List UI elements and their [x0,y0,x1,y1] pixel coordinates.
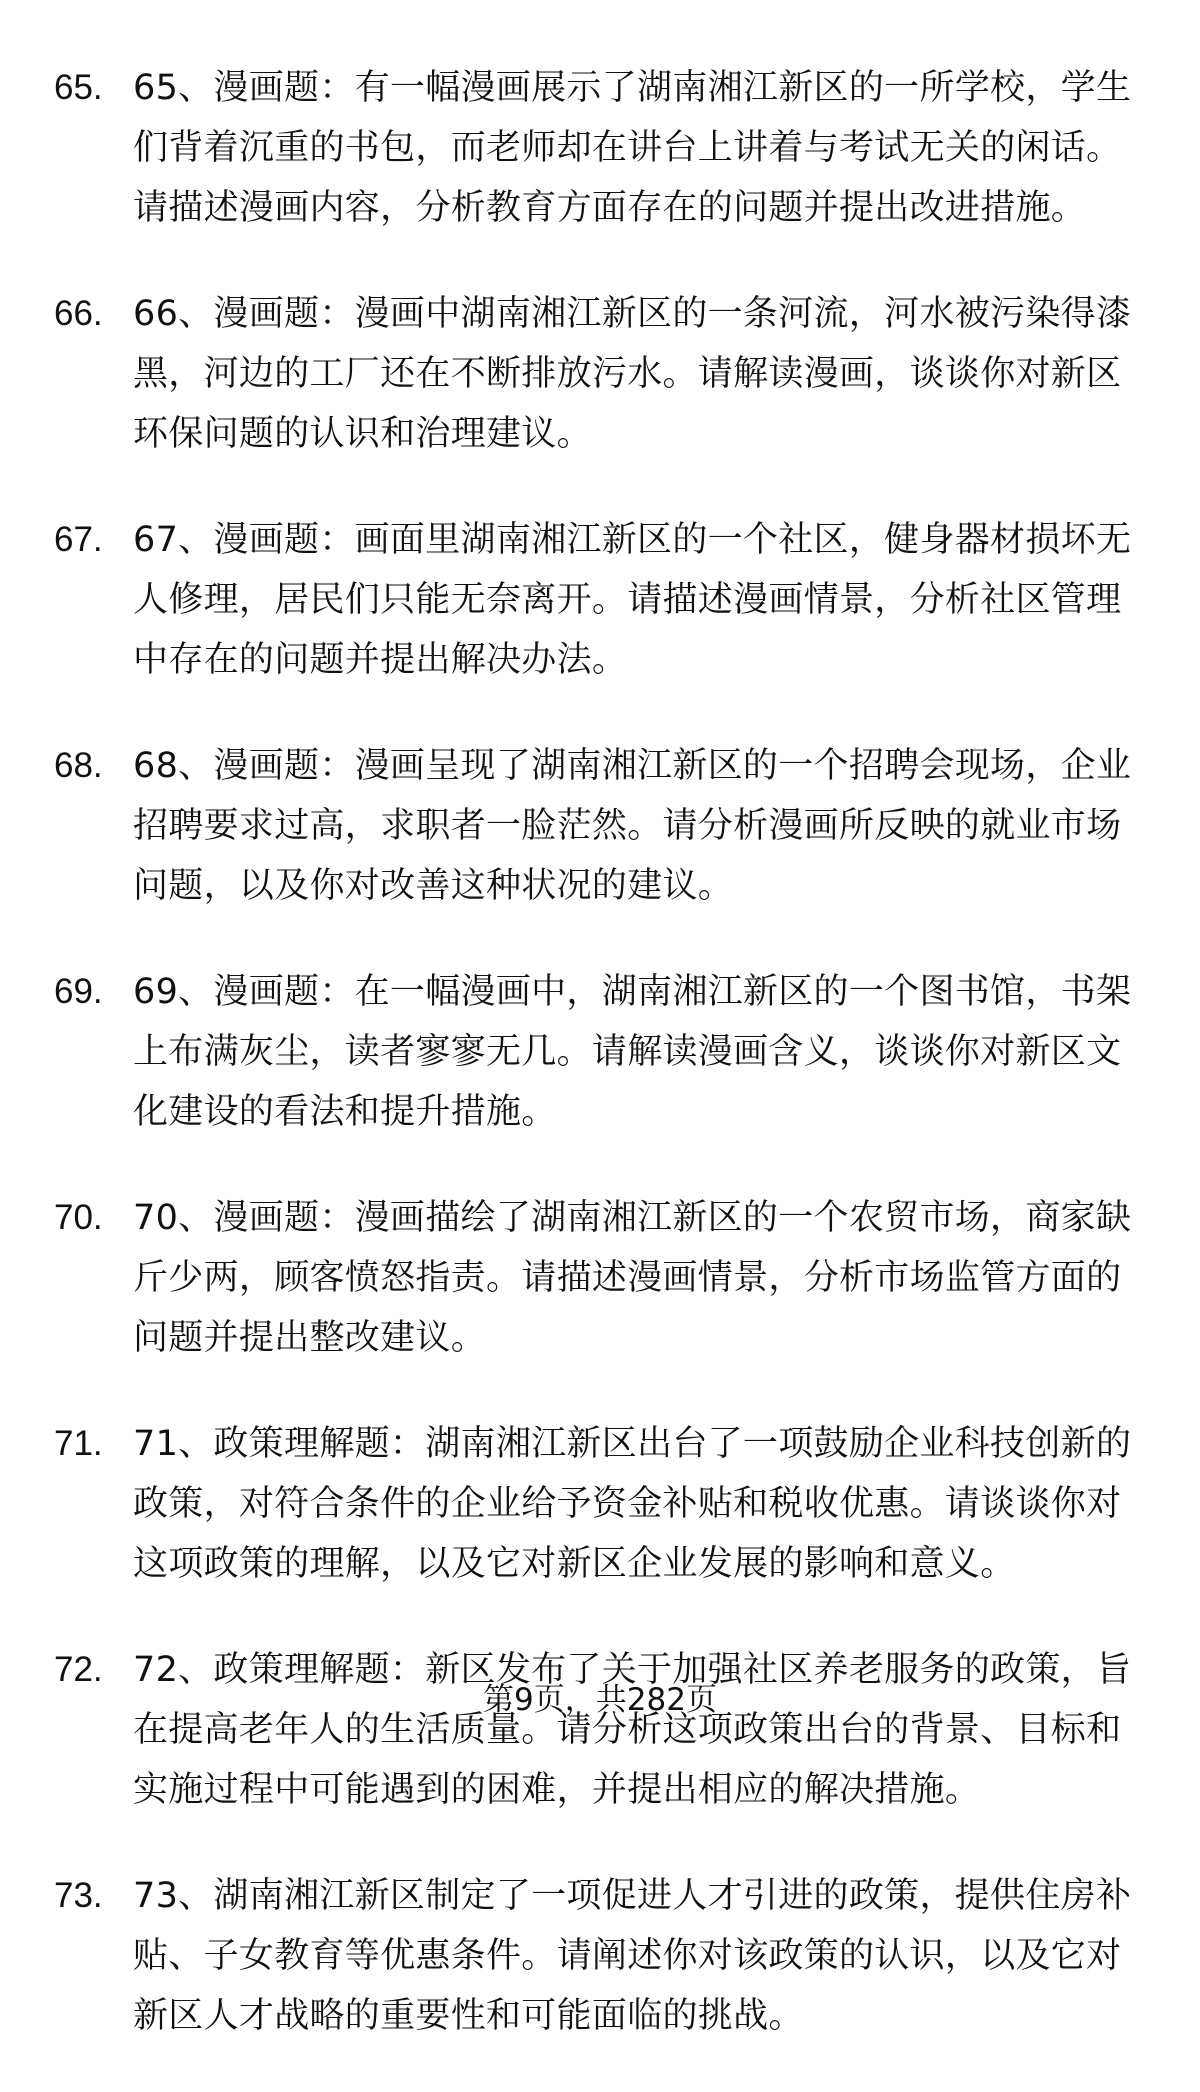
question-item [0,510,1200,690]
question-number: 67. [54,520,103,559]
question-text: 69、漫画题：在一幅漫画中，湖南湘江新区的一个图书馆，书架上布满灰尘，读者寥寥无几。请解读漫画含义，谈谈你对新区文化建设的看法和提升措施。 [133,972,1132,1132]
question-number: 72. [54,1650,103,1689]
question-item [0,1640,1200,1820]
question-number: 69. [54,972,103,1011]
question-text: 66、漫画题：漫画中湖南湘江新区的一条河流，河水被污染得漆黑，河边的工厂还在不断排放污水。请解读漫画，谈谈你对新区环保问题的认识和治理建议。 [133,294,1132,454]
question-number: 73. [54,1876,103,1915]
question-number: 70. [54,1198,103,1237]
question-number: 66. [54,294,103,333]
question-item [0,736,1200,916]
question-list [0,58,1200,2092]
question-item [0,1188,1200,1368]
question-text: 68、漫画题：漫画呈现了湖南湘江新区的一个招聘会现场，企业招聘要求过高，求职者一脸茫然。请分析漫画所反映的就业市场问题，以及你对改善这种状况的建议。 [133,746,1132,906]
question-number: 71. [54,1424,103,1463]
question-text: 73、湖南湘江新区制定了一项促进人才引进的政策，提供住房补贴、子女教育等优惠条件。请阐述你对该政策的认识，以及它对新区人才战略的重要性和可能面临的挑战。 [133,1876,1132,2036]
question-item [0,962,1200,1142]
question-text: 72、政策理解题：新区发布了关于加强社区养老服务的政策，旨在提高老年人的生活质量。请分析这项政策出台的背景、目标和实施过程中可能遇到的困难，并提出相应的解决措施。 [133,1650,1132,1810]
question-text: 71、政策理解题：湖南湘江新区出台了一项鼓励企业科技创新的政策，对符合条件的企业给予资金补贴和税收优惠。请谈谈你对这项政策的理解，以及它对新区企业发展的影响和意义。 [133,1424,1132,1584]
question-number: 68. [54,746,103,785]
question-text: 70、漫画题：漫画描绘了湖南湘江新区的一个农贸市场，商家缺斤少两，顾客愤怒指责。请描述漫画情景，分析市场监管方面的问题并提出整改建议。 [133,1198,1132,1358]
question-text: 67、漫画题：画面里湖南湘江新区的一个社区，健身器材损坏无人修理，居民们只能无奈离开。请描述漫画情景，分析社区管理中存在的问题并提出解决办法。 [133,520,1132,680]
page-footer: 第9页，共282页 [483,1682,717,1718]
question-item [0,58,1200,238]
question-item [0,1866,1200,2046]
question-number: 65. [54,68,103,107]
question-text: 65、漫画题：有一幅漫画展示了湖南湘江新区的一所学校，学生们背着沉重的书包，而老师却在讲台上讲着与考试无关的闲话。请描述漫画内容，分析教育方面存在的问题并提出改进措施。 [133,68,1132,228]
question-item [0,284,1200,464]
question-item [0,1414,1200,1594]
